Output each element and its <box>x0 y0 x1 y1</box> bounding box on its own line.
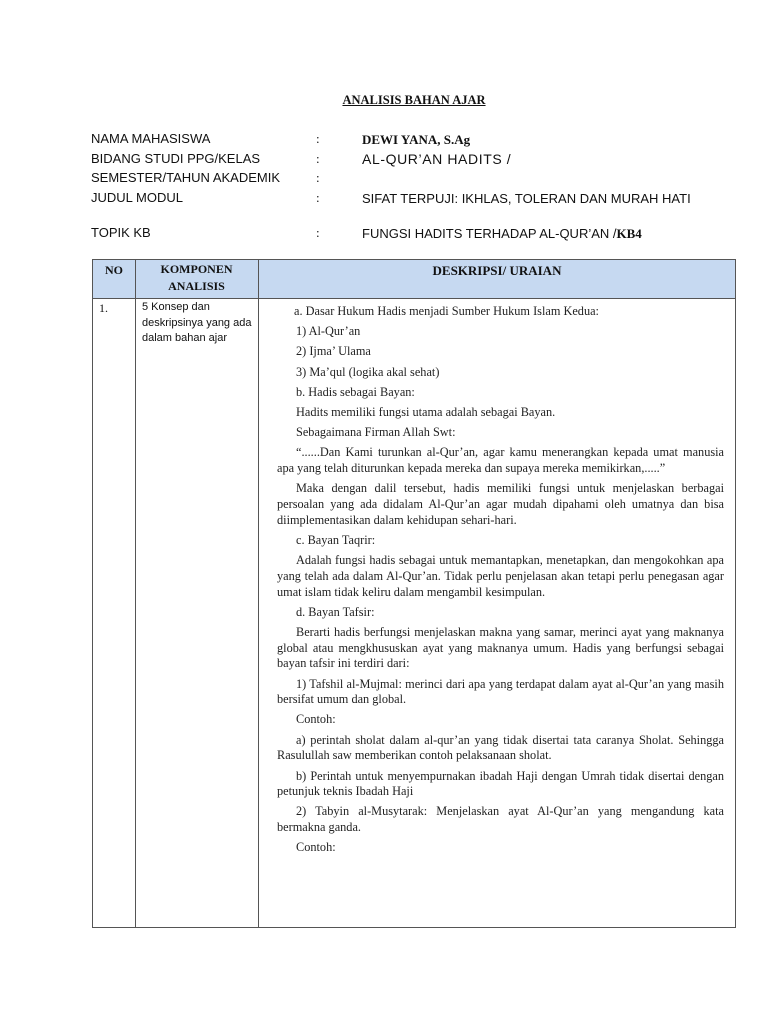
meta-row-judul <box>91 190 731 226</box>
paragraph: Contoh: <box>296 712 336 727</box>
paragraph: Contoh: <box>296 840 336 855</box>
paragraph: 2) Ijma’ Ulama <box>296 344 371 359</box>
meta-value: AL-QUR’AN HADITS / <box>362 151 512 167</box>
column-divider <box>135 260 136 927</box>
meta-value-text: FUNGSI HADITS TERHADAP AL-QUR’AN / <box>362 226 617 241</box>
meta-value <box>362 225 732 242</box>
meta-colon: : <box>316 225 320 240</box>
meta-value: SIFAT TERPUJI: IKHLAS, TOLERAN DAN MURAH HATI <box>362 191 691 206</box>
paragraph: b. Hadis sebagai Bayan: <box>296 384 415 399</box>
paragraph: “......Dan Kami turunkan al-Qur’an, agar kamu menerangkan kepada umat manusia apa yang telah diturunkan kepada mereka dan supaya mereka memikirkan,.....” <box>277 445 724 476</box>
paragraph: b) Perintah untuk menyempurnakan ibadah Haji dengan Umrah tidak disertai dengan petunjuk teknis Ibadah Haji <box>277 768 724 799</box>
header-komponen: KOMPONEN ANALISIS <box>160 262 233 293</box>
meta-colon: : <box>316 131 320 146</box>
meta-label: BIDANG STUDI PPG/KELAS <box>91 151 261 166</box>
meta-row-topik <box>91 225 731 243</box>
column-divider <box>258 260 259 927</box>
meta-label: NAMA MAHASISWA <box>91 131 211 146</box>
row-number: 1. <box>99 301 108 315</box>
row-deskripsi <box>277 304 724 861</box>
meta-value-suffix: KB4 <box>616 226 642 241</box>
header-no: NO <box>105 263 123 277</box>
paragraph: 1) Al-Qur’an <box>296 324 361 339</box>
meta-value: DEWI YANA, S.Ag <box>362 132 471 147</box>
analysis-table <box>92 259 736 928</box>
paragraph: d. Bayan Tafsir: <box>296 604 375 619</box>
paragraph: 2) Tabyin al-Musytarak: Menjelaskan ayat Al-Qur’an yang mengandung kata bermakna ganda. <box>277 804 724 835</box>
paragraph: Sebagaimana Firman Allah Swt: <box>296 425 456 440</box>
meta-colon: : <box>316 151 320 166</box>
meta-label: SEMESTER/TAHUN AKADEMIK <box>91 170 281 185</box>
meta-label: JUDUL MODUL <box>91 190 183 205</box>
paragraph: Adalah fungsi hadis sebagai untuk memantapkan, menetapkan, dan mengokohkan apa yang telah ada dalam Al-Qur’an. Tidak perlu penjelasan akan tetapi perlu penegasan agar umat islam tidak keliru dalam mengambil kesimpulan. <box>277 553 724 599</box>
meta-colon: : <box>316 190 320 205</box>
meta-row-bidang <box>91 151 731 169</box>
paragraph: a) perintah sholat dalam al-qur’an yang tidak disertai tata caranya Sholat. Sehingga Rasulullah saw memberikan contoh pelaksanaan sholat. <box>277 732 724 763</box>
meta-label: TOPIK KB <box>91 225 151 240</box>
table-header <box>93 260 735 299</box>
paragraph: Maka dengan dalil tersebut, hadis memiliki fungsi untuk menjelaskan berbagai persoalan yang ada didalam Al-Qur’an agar mudah dipahami oleh umatnya dan bisa diimplementasikan dalam kehidupan sehari-hari. <box>277 481 724 527</box>
meta-row-nama <box>91 131 731 149</box>
paragraph: c. Bayan Taqrir: <box>296 532 376 547</box>
header-deskripsi: DESKRIPSI/ URAIAN <box>432 263 562 278</box>
paragraph: 3) Ma’qul (logika akal sehat) <box>296 364 440 379</box>
paragraph: Berarti hadis berfungsi menjelaskan makna yang samar, merinci ayat yang maknanya global atau mengkhususkan ayat yang maknanya umum. Hadis yang berfungsi sebagai bayan tafsir ini terdiri dari: <box>277 624 724 671</box>
paragraph: Hadits memiliki fungsi utama adalah sebagai Bayan. <box>296 405 556 420</box>
document-title: ANALISIS BAHAN AJAR <box>342 93 486 107</box>
paragraph: 1) Tafshil al-Mujmal: merinci dari apa yang terdapat dalam ayat al-Qur’an yang masih bersifat umum dan global. <box>277 676 724 707</box>
meta-colon: : <box>316 170 320 185</box>
meta-row-semester <box>91 170 731 188</box>
row-komponen: 5 Konsep dan deskripsinya yang ada dalam bahan ajar <box>142 301 252 344</box>
paragraph: a. Dasar Hukum Hadis menjadi Sumber Hukum Islam Kedua: <box>294 304 599 318</box>
